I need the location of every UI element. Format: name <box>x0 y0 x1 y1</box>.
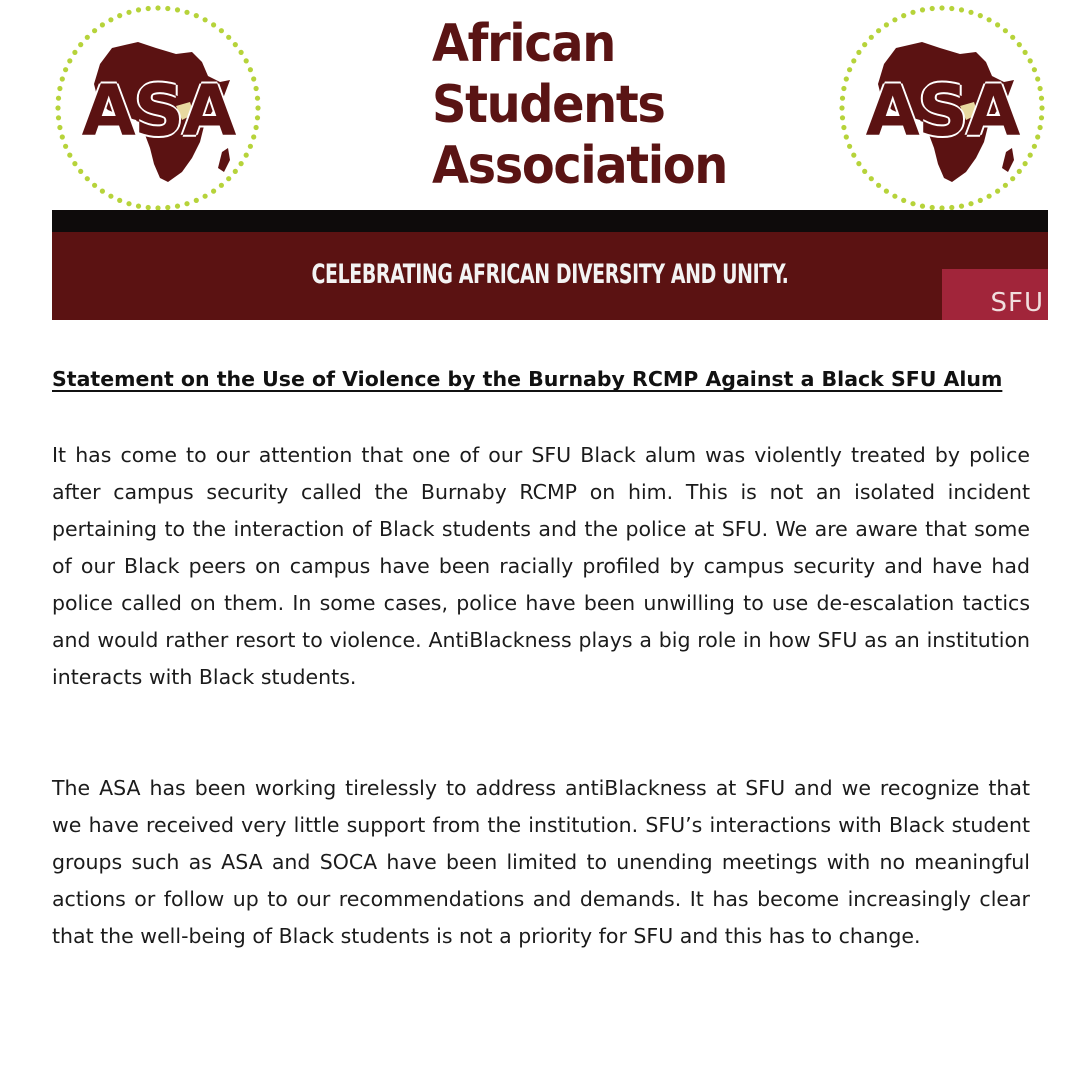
logo-ring-dot <box>78 169 83 174</box>
logo-ring-dot <box>995 189 1000 194</box>
logo-ring-dot <box>876 183 881 188</box>
logo-ring-dot <box>851 58 856 63</box>
logo-ring-dot <box>901 13 906 18</box>
logo-ring-dot <box>72 50 77 55</box>
logo-ring-dot <box>847 144 852 149</box>
logo-ring-dot <box>978 198 983 203</box>
logo-ring-dot <box>254 86 259 91</box>
logo-ring-dot <box>910 10 915 15</box>
logo-ring-dot <box>910 201 915 206</box>
logo-ring-dot <box>1032 144 1037 149</box>
logo-ring-dot <box>155 5 160 10</box>
logo-ring-dot <box>920 7 925 12</box>
logo-ring-dot <box>219 183 224 188</box>
logo-ring-dot <box>60 134 65 139</box>
logo-ring-dot <box>56 96 61 101</box>
logo-ring-dot <box>968 201 973 206</box>
logo-ring-dot <box>844 134 849 139</box>
tagline-banner <box>52 232 1048 320</box>
logo-ring-dot <box>930 6 935 11</box>
logo-ring-dot <box>1035 134 1040 139</box>
logo-ring-dot <box>1039 96 1044 101</box>
logo-ring-dot <box>117 198 122 203</box>
logo-ring-dot <box>184 10 189 15</box>
logo-ring-dot <box>67 58 72 63</box>
logo-ring-dot <box>1003 183 1008 188</box>
logo-ring-dot <box>239 161 244 166</box>
logo-ring-dot <box>136 204 141 209</box>
logo-ring-dot <box>862 42 867 47</box>
logo-ring-dot <box>862 169 867 174</box>
logo-ring-dot <box>244 153 249 158</box>
logo-ring-dot <box>175 204 180 209</box>
logo-ring-dot <box>211 22 216 27</box>
logo-ring-dot <box>1032 67 1037 72</box>
logo-ring-dot <box>248 67 253 72</box>
logo-ring-dot <box>856 161 861 166</box>
asa-logo-text: ASA <box>865 70 1019 152</box>
logo-ring-dot <box>968 10 973 15</box>
logo-ring-dot <box>884 22 889 27</box>
logo-ring-dot <box>847 67 852 72</box>
logo-ring-dot <box>78 42 83 47</box>
logo-ring-dot <box>856 50 861 55</box>
logo-ring-dot <box>884 189 889 194</box>
paragraph: It has come to our attention that one of our SFU Black alum was violently treated by police after campus security called the Burnaby RCMP on him. This is not an isolated incident pertaining to the interaction of Black students and the police at SFU. We are aware that some of our Black peers on campus have been racially profiled by campus security and have had police called on them. In some cases, police have been unwilling to use de-escalation tactics and would rather resort to violence. AntiBlackness plays a big role in how SFU as an institution interacts with Black students. <box>52 443 1030 689</box>
statement-title: Statement on the Use of Violence by the Burnaby RCMP Against a Black SFU Alum <box>52 367 1003 391</box>
logo-ring-dot <box>57 125 62 130</box>
logo-ring-dot <box>57 86 62 91</box>
logo-ring-dot <box>1010 35 1015 40</box>
logo-ring-dot <box>1003 28 1008 33</box>
logo-ring-dot <box>239 50 244 55</box>
logo-ring-dot <box>869 176 874 181</box>
logo-ring-dot <box>92 28 97 33</box>
logo-ring-dot <box>203 17 208 22</box>
logo-ring-dot <box>85 176 90 181</box>
logo-ring-dot <box>1010 176 1015 181</box>
logo-ring-dot <box>869 35 874 40</box>
logo-ring-dot <box>255 105 260 110</box>
logo-ring-dot <box>1035 76 1040 81</box>
logo-ring-dot <box>100 22 105 27</box>
logo-ring-dot <box>211 189 216 194</box>
logo-ring-dot <box>892 194 897 199</box>
logo-ring-dot <box>165 6 170 11</box>
logo-ring-dot <box>949 6 954 11</box>
logo-ring-dot <box>226 35 231 40</box>
logo-ring-dot <box>840 96 845 101</box>
logo-ring-dot <box>55 105 60 110</box>
logo-ring-dot <box>219 28 224 33</box>
logo-ring-dot <box>892 17 897 22</box>
logo-ring-dot <box>194 13 199 18</box>
logo-ring-dot <box>844 76 849 81</box>
logo-ring-dot <box>126 10 131 15</box>
asa-logo-text: ASA <box>81 70 235 152</box>
logo-ring-dot <box>175 7 180 12</box>
logo-ring-dot <box>841 86 846 91</box>
logo-ring-dot <box>108 17 113 22</box>
sfu-label: SFU <box>990 288 1044 318</box>
logo-ring-dot <box>67 153 72 158</box>
logo-ring-dot <box>117 13 122 18</box>
paragraph: The ASA has been working tirelessly to address antiBlackness at SFU and we recognize that we have received very little support from the institution. SFU’s interactions with Black student groups such as ASA and SOCA have been limited to unending meetings with no meaningful actions or follow up to our recommendations and demands. It has become increasingly clear that the well-being of Black students is not a priority for SFU and this has to change. <box>52 776 1030 948</box>
header-divider <box>52 210 1048 232</box>
logo-ring-dot <box>959 204 964 209</box>
logo-ring-dot <box>1039 115 1044 120</box>
logo-ring-dot <box>1023 50 1028 55</box>
logo-ring-dot <box>184 201 189 206</box>
logo-ring-dot <box>194 198 199 203</box>
logo-ring-dot <box>251 76 256 81</box>
logo-ring-dot <box>839 105 844 110</box>
tagline: CELEBRATING AFRICAN DIVERSITY AND UNITY. <box>311 259 789 290</box>
logo-ring-dot <box>1017 169 1022 174</box>
logo-ring-dot <box>1028 153 1033 158</box>
logo-ring-dot <box>126 201 131 206</box>
asa-logo-left <box>52 2 264 214</box>
logo-ring-dot <box>901 198 906 203</box>
organization-name-line: African <box>432 14 615 74</box>
logo-ring-dot <box>1039 105 1044 110</box>
logo-ring-dot <box>248 144 253 149</box>
logo-ring-dot <box>1028 58 1033 63</box>
logo-ring-dot <box>987 17 992 22</box>
logo-ring-dot <box>841 125 846 130</box>
organization-name-line: Association <box>432 136 727 196</box>
logo-ring-dot <box>959 7 964 12</box>
logo-ring-dot <box>851 153 856 158</box>
logo-ring-dot <box>60 76 65 81</box>
logo-ring-dot <box>255 96 260 101</box>
logo-ring-dot <box>233 169 238 174</box>
logo-ring-dot <box>136 7 141 12</box>
logo-ring-dot <box>146 6 151 11</box>
logo-ring-dot <box>840 115 845 120</box>
logo-ring-dot <box>939 5 944 10</box>
logo-ring-dot <box>995 22 1000 27</box>
logo-ring-dot <box>108 194 113 199</box>
letterhead <box>0 0 1080 330</box>
logo-ring-dot <box>1038 86 1043 91</box>
logo-ring-dot <box>63 67 68 72</box>
asa-logo-right <box>836 2 1048 214</box>
logo-ring-dot <box>233 42 238 47</box>
logo-ring-dot <box>72 161 77 166</box>
logo-ring-dot <box>876 28 881 33</box>
logo-ring-dot <box>244 58 249 63</box>
logo-ring-dot <box>85 35 90 40</box>
logo-ring-dot <box>1038 125 1043 130</box>
logo-ring-dot <box>920 204 925 209</box>
logo-ring-dot <box>251 134 256 139</box>
logo-ring-dot <box>226 176 231 181</box>
logo-ring-dot <box>100 189 105 194</box>
logo-ring-dot <box>92 183 97 188</box>
logo-ring-dot <box>254 125 259 130</box>
logo-ring-dot <box>987 194 992 199</box>
logo-ring-dot <box>56 115 61 120</box>
logo-ring-dot <box>1017 42 1022 47</box>
organization-name-line: Students <box>432 75 665 135</box>
logo-ring-dot <box>63 144 68 149</box>
organization-name <box>432 14 727 197</box>
logo-ring-dot <box>203 194 208 199</box>
logo-ring-dot <box>978 13 983 18</box>
logo-ring-dot <box>255 115 260 120</box>
sfu-badge <box>942 269 1048 320</box>
logo-ring-dot <box>1023 161 1028 166</box>
